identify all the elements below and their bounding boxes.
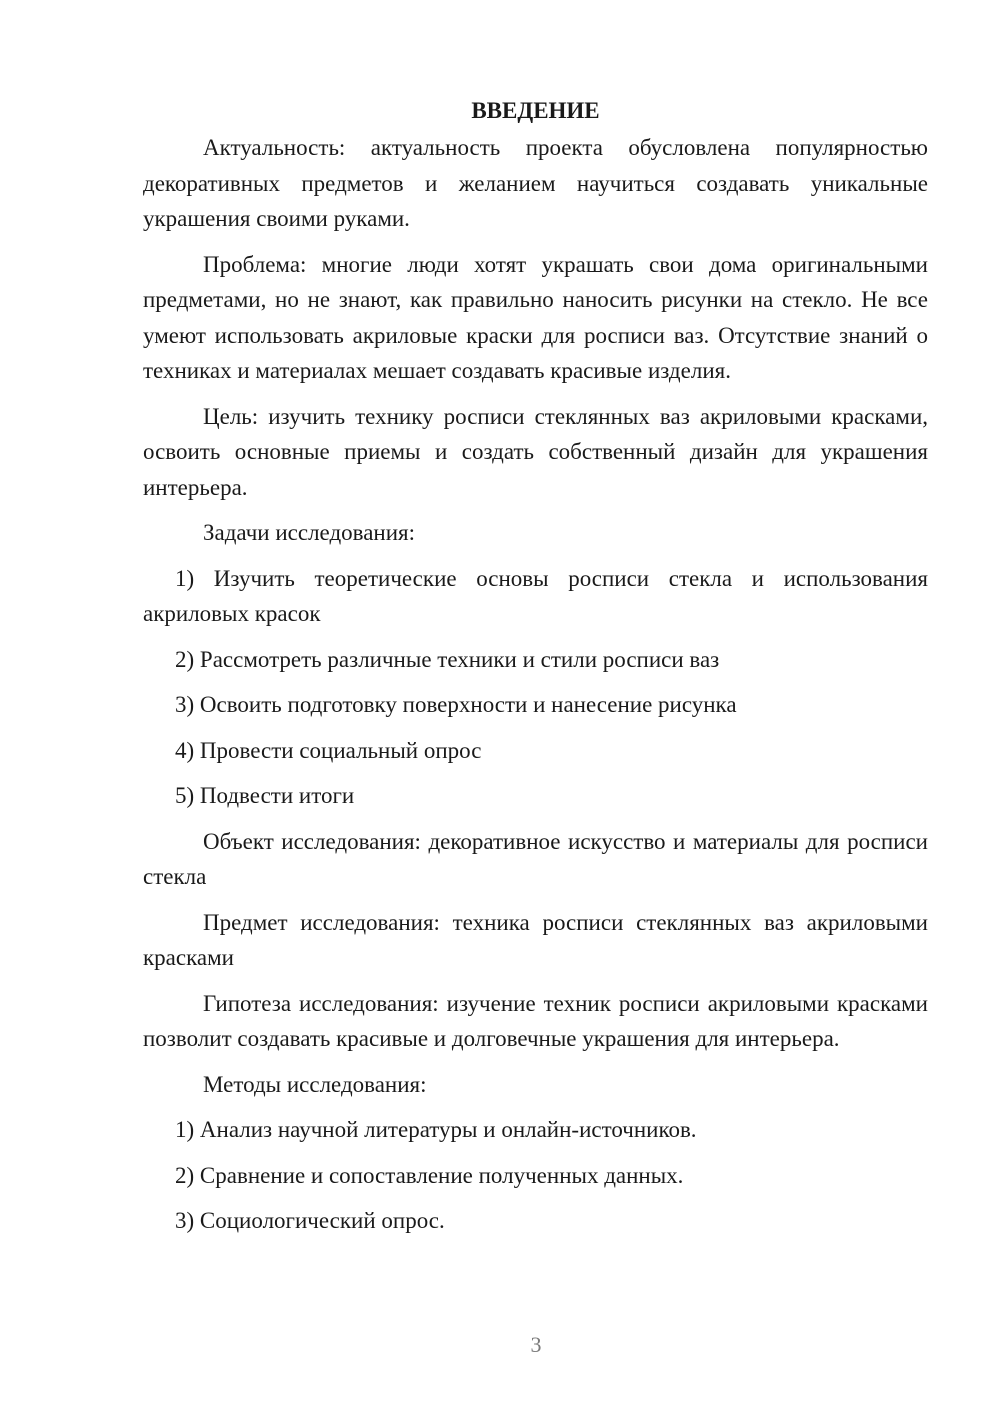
- method-item: 3) Социологический опрос.: [175, 1208, 445, 1233]
- method-item: 2) Сравнение и сопоставление полученных данных.: [175, 1162, 684, 1188]
- problem-paragraph: Проблема: многие люди хотят украшать свои дома оригинальными предметами, но не знают, как правильно наносить рисунки на стекло. Не все умеют использовать акриловые краски для росписи ваз. Отсутствие знаний о техниках и материалах мешает создавать красивые изделия.: [143, 251, 928, 383]
- task-item: 1) Изучить теоретические основы росписи стекла и использования акриловых красок: [143, 565, 928, 626]
- object-paragraph: Объект исследования: декоративное искусство и материалы для росписи стекла: [143, 828, 928, 889]
- tasks-heading: Задачи исследования:: [203, 520, 416, 545]
- subject-paragraph: Предмет исследования: техника росписи стеклянных ваз акриловыми красками: [143, 909, 928, 970]
- task-item: 5) Подвести итоги: [175, 783, 355, 808]
- section-title: ВВЕДЕНИЕ: [471, 98, 600, 123]
- relevance-paragraph: Актуальность: актуальность проекта обусловлена популярностью декоративных предметов и желанием научиться создавать уникальные украшения своими руками.: [143, 135, 928, 231]
- task-item: 4) Провести социальный опрос: [175, 737, 482, 763]
- goal-paragraph: Цель: изучить технику росписи стеклянных ваз акриловыми красками, освоить основные приемы и создать собственный дизайн для украшения интерьера.: [143, 403, 928, 500]
- task-item: 3) Освоить подготовку поверхности и нанесение рисунка: [175, 692, 737, 717]
- page-number: 3: [530, 1332, 542, 1357]
- methods-heading: Методы исследования:: [203, 1071, 427, 1097]
- hypothesis-paragraph: Гипотеза исследования: изучение техник росписи акриловыми красками позволит создавать красивые и долговечные украшения для интерьера.: [143, 990, 928, 1051]
- task-item: 2) Рассмотреть различные техники и стили росписи ваз: [175, 646, 720, 672]
- method-item: 1) Анализ научной литературы и онлайн-источников.: [175, 1117, 697, 1142]
- document-body: [143, 93, 928, 1249]
